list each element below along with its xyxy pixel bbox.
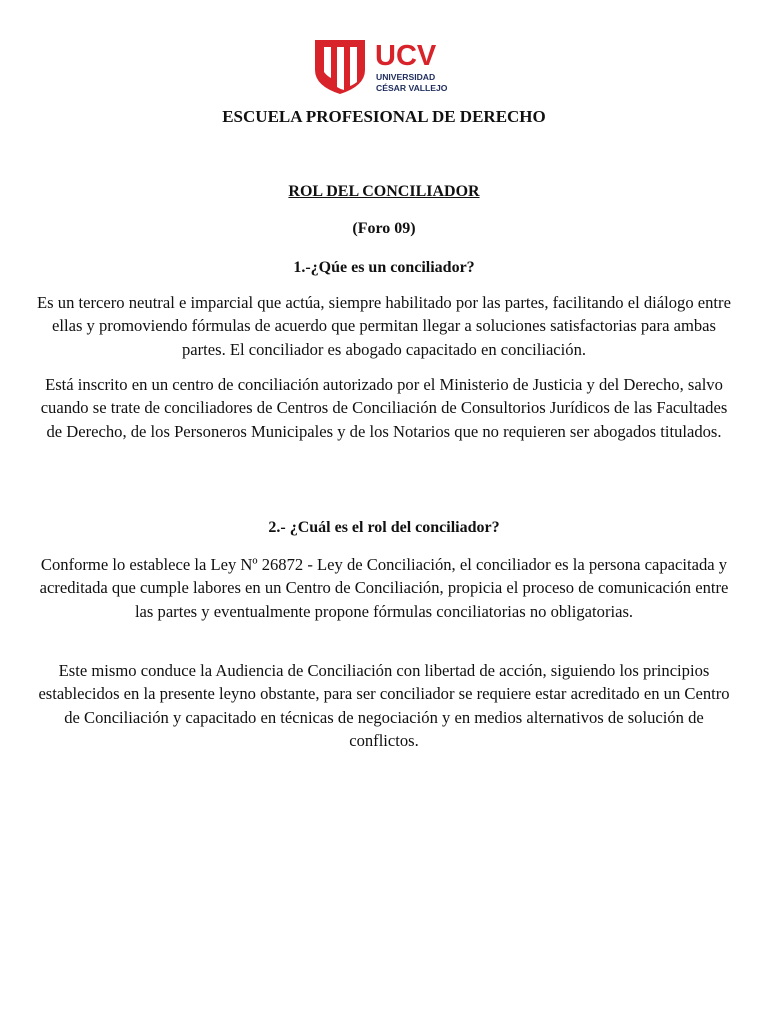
school-name: ESCUELA PROFESIONAL DE DERECHO bbox=[222, 107, 546, 126]
ucv-logo-mark bbox=[315, 38, 465, 96]
question-2: 2.- ¿Cuál es el rol del conciliador? bbox=[268, 519, 500, 536]
document-title: ROL DEL CONCILIADOR bbox=[288, 183, 480, 200]
logo-line2: CÉSAR VALLEJO bbox=[376, 83, 448, 93]
question-1: 1.-¿Qúe es un conciliador? bbox=[293, 259, 475, 276]
answer-2-paragraph-2: Este mismo conduce la Audiencia de Conciliación con libertad de acción, siguiendo los principios establecidos en la presente leyno obstante, para ser conciliador se requiere estar acreditado en un Centro de Conciliación y capacitado en técnicas de negociación y en medios alternativos de solución de conflictos. bbox=[38, 661, 730, 751]
logo-line1: UNIVERSIDAD bbox=[376, 72, 436, 82]
answer-1-paragraph-1: Es un tercero neutral e imparcial que actúa, siempre habilitado por las partes, facilitando el diálogo entre ellas y promoviendo fórmulas de acuerdo que permitan llegar a soluciones satisfactorias para ambas partes. El conciliador es abogado capacitado en conciliación. bbox=[37, 293, 731, 359]
document-subtitle: (Foro 09) bbox=[352, 220, 416, 237]
answer-1-paragraph-2: Está inscrito en un centro de conciliación autorizado por el Ministerio de Justicia y del Derecho, salvo cuando se trate de conciliadores de Centros de Conciliación de Consultorios Jurídicos de las Facultades de Derecho, de los Personeros Municipales y de los Notarios que no requieren ser abogados titulados. bbox=[40, 375, 728, 441]
ucv-logo bbox=[315, 38, 465, 96]
answer-2-paragraph-1: Conforme lo establece la Ley Nº 26872 - Ley de Conciliación, el conciliador es la persona capacitada y acreditada que cumple labores en un Centro de Conciliación, propicia el proceso de comunicación entre las partes y eventualmente propone fórmulas conciliatorias no obligatorias. bbox=[39, 555, 729, 621]
logo-letters: UCV bbox=[375, 40, 437, 72]
